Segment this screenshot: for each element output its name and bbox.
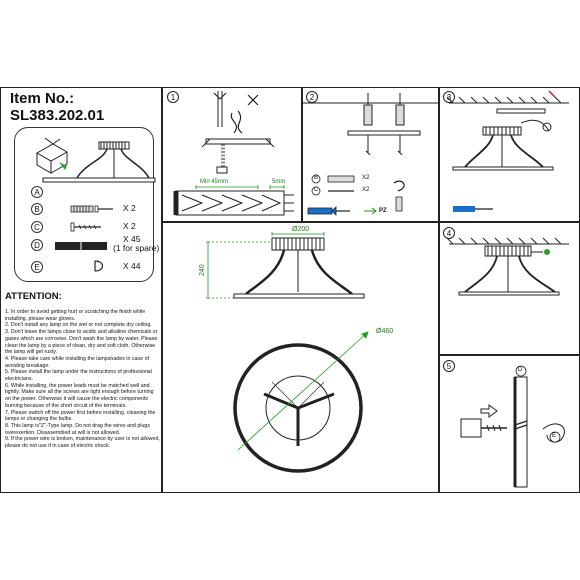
canopy-diameter-label: Ø200 [292,226,310,233]
step-number-2: 2 [306,91,318,103]
ring-diameter-label: Ø460 [376,328,394,335]
part-row-b [15,201,155,221]
part-qty: X 2 [123,203,136,213]
item-label: Item No.: [10,90,75,107]
step5-part-e-label: E [552,433,557,439]
step3-ceiling-mount-illustration [439,87,580,222]
part-qty: X 44 [123,261,141,271]
clip-icon [91,260,111,274]
part-b-label: B [314,175,319,181]
attention-item: 7. Please switch off the power first before installing, cleaning the lamps or changing the bulbs. [5,409,156,423]
step5-connector-illustration [439,355,580,493]
connector-bar-icon [53,240,113,254]
step-number-5: 5 [443,360,455,372]
min-length-label: Min 45mm [200,179,229,185]
attention-item: 9. If the power wire is broken, maintenance by user is not allowed, please do not use if in case of electric shock. [5,436,160,450]
part-note: (1 for spare) [113,243,160,253]
screw-anchor-icon [67,203,127,217]
step5-part-d-label: D [518,367,523,373]
step-number-3: 3 [443,91,455,103]
part-letter: E [31,261,43,273]
attention-list [5,309,160,450]
part-row-d [15,234,160,257]
height-label: 240 [199,264,206,276]
step-number-4: 4 [443,227,455,239]
screw-icon [71,221,131,235]
attention-item: 4. Please take care while installing the lampshades in case of avoiding breakage. [5,355,149,369]
attention-item: 2. Don't install any lamp on the wet or not complete dry ceiling. [5,322,152,329]
step-number-1: 1 [167,91,179,103]
step4-assembled-illustration [439,222,580,355]
attention-item: 3. Don't leave the lamps close to acidic and alkaline chemicals or gases which are corrosive. Don't wash the lamp by water. Please clean the lamp by a piece of clean, dry and soft cloth. Otherwise the lamp will get rusty. [5,329,158,356]
item-number [10,90,104,124]
part-b-qty: X2 [362,175,370,181]
part-letter: D [31,239,43,251]
attention-item: 5. Please install the lamp under the instructions of professional electricians. [5,369,152,383]
parts-list [14,127,160,282]
part-c-qty: X2 [362,187,370,193]
part-qty: X 45 [123,234,141,244]
part-letter: B [31,203,43,215]
attention-item: 6. While installing, the power leads must be matched well and tightly. Make sure all the screws are tight enough before turning on the power. Otherwise it will cause the electric components burning because of the short circuit of the terminals. [5,382,154,409]
part-qty: X 2 [123,221,136,231]
part-row-e [15,259,155,279]
attention-title: ATTENTION: [5,291,62,302]
attention-item: 1. In order to avoid getting hurt or scratching the finish while installing, please wear gloves. [5,309,146,322]
part-c-label: C [314,187,319,193]
part-letter: C [31,221,43,233]
item-code: SL383.202.01 [10,107,105,124]
dimension-drawing [162,222,439,493]
attention-item: 8. This lamp is"Z"-Type lamp, Do not drag the wires and plugs overexertion. Disassembled at will is not allowed. [5,422,150,436]
step2-bracket-illustration [302,87,439,222]
part-letter: A [31,186,43,198]
pz-label: PZ [379,208,387,214]
strip-length-label: 5mm [272,179,286,185]
step1-wiring-illustration [162,87,302,222]
lamp-part-illustration [15,128,155,188]
